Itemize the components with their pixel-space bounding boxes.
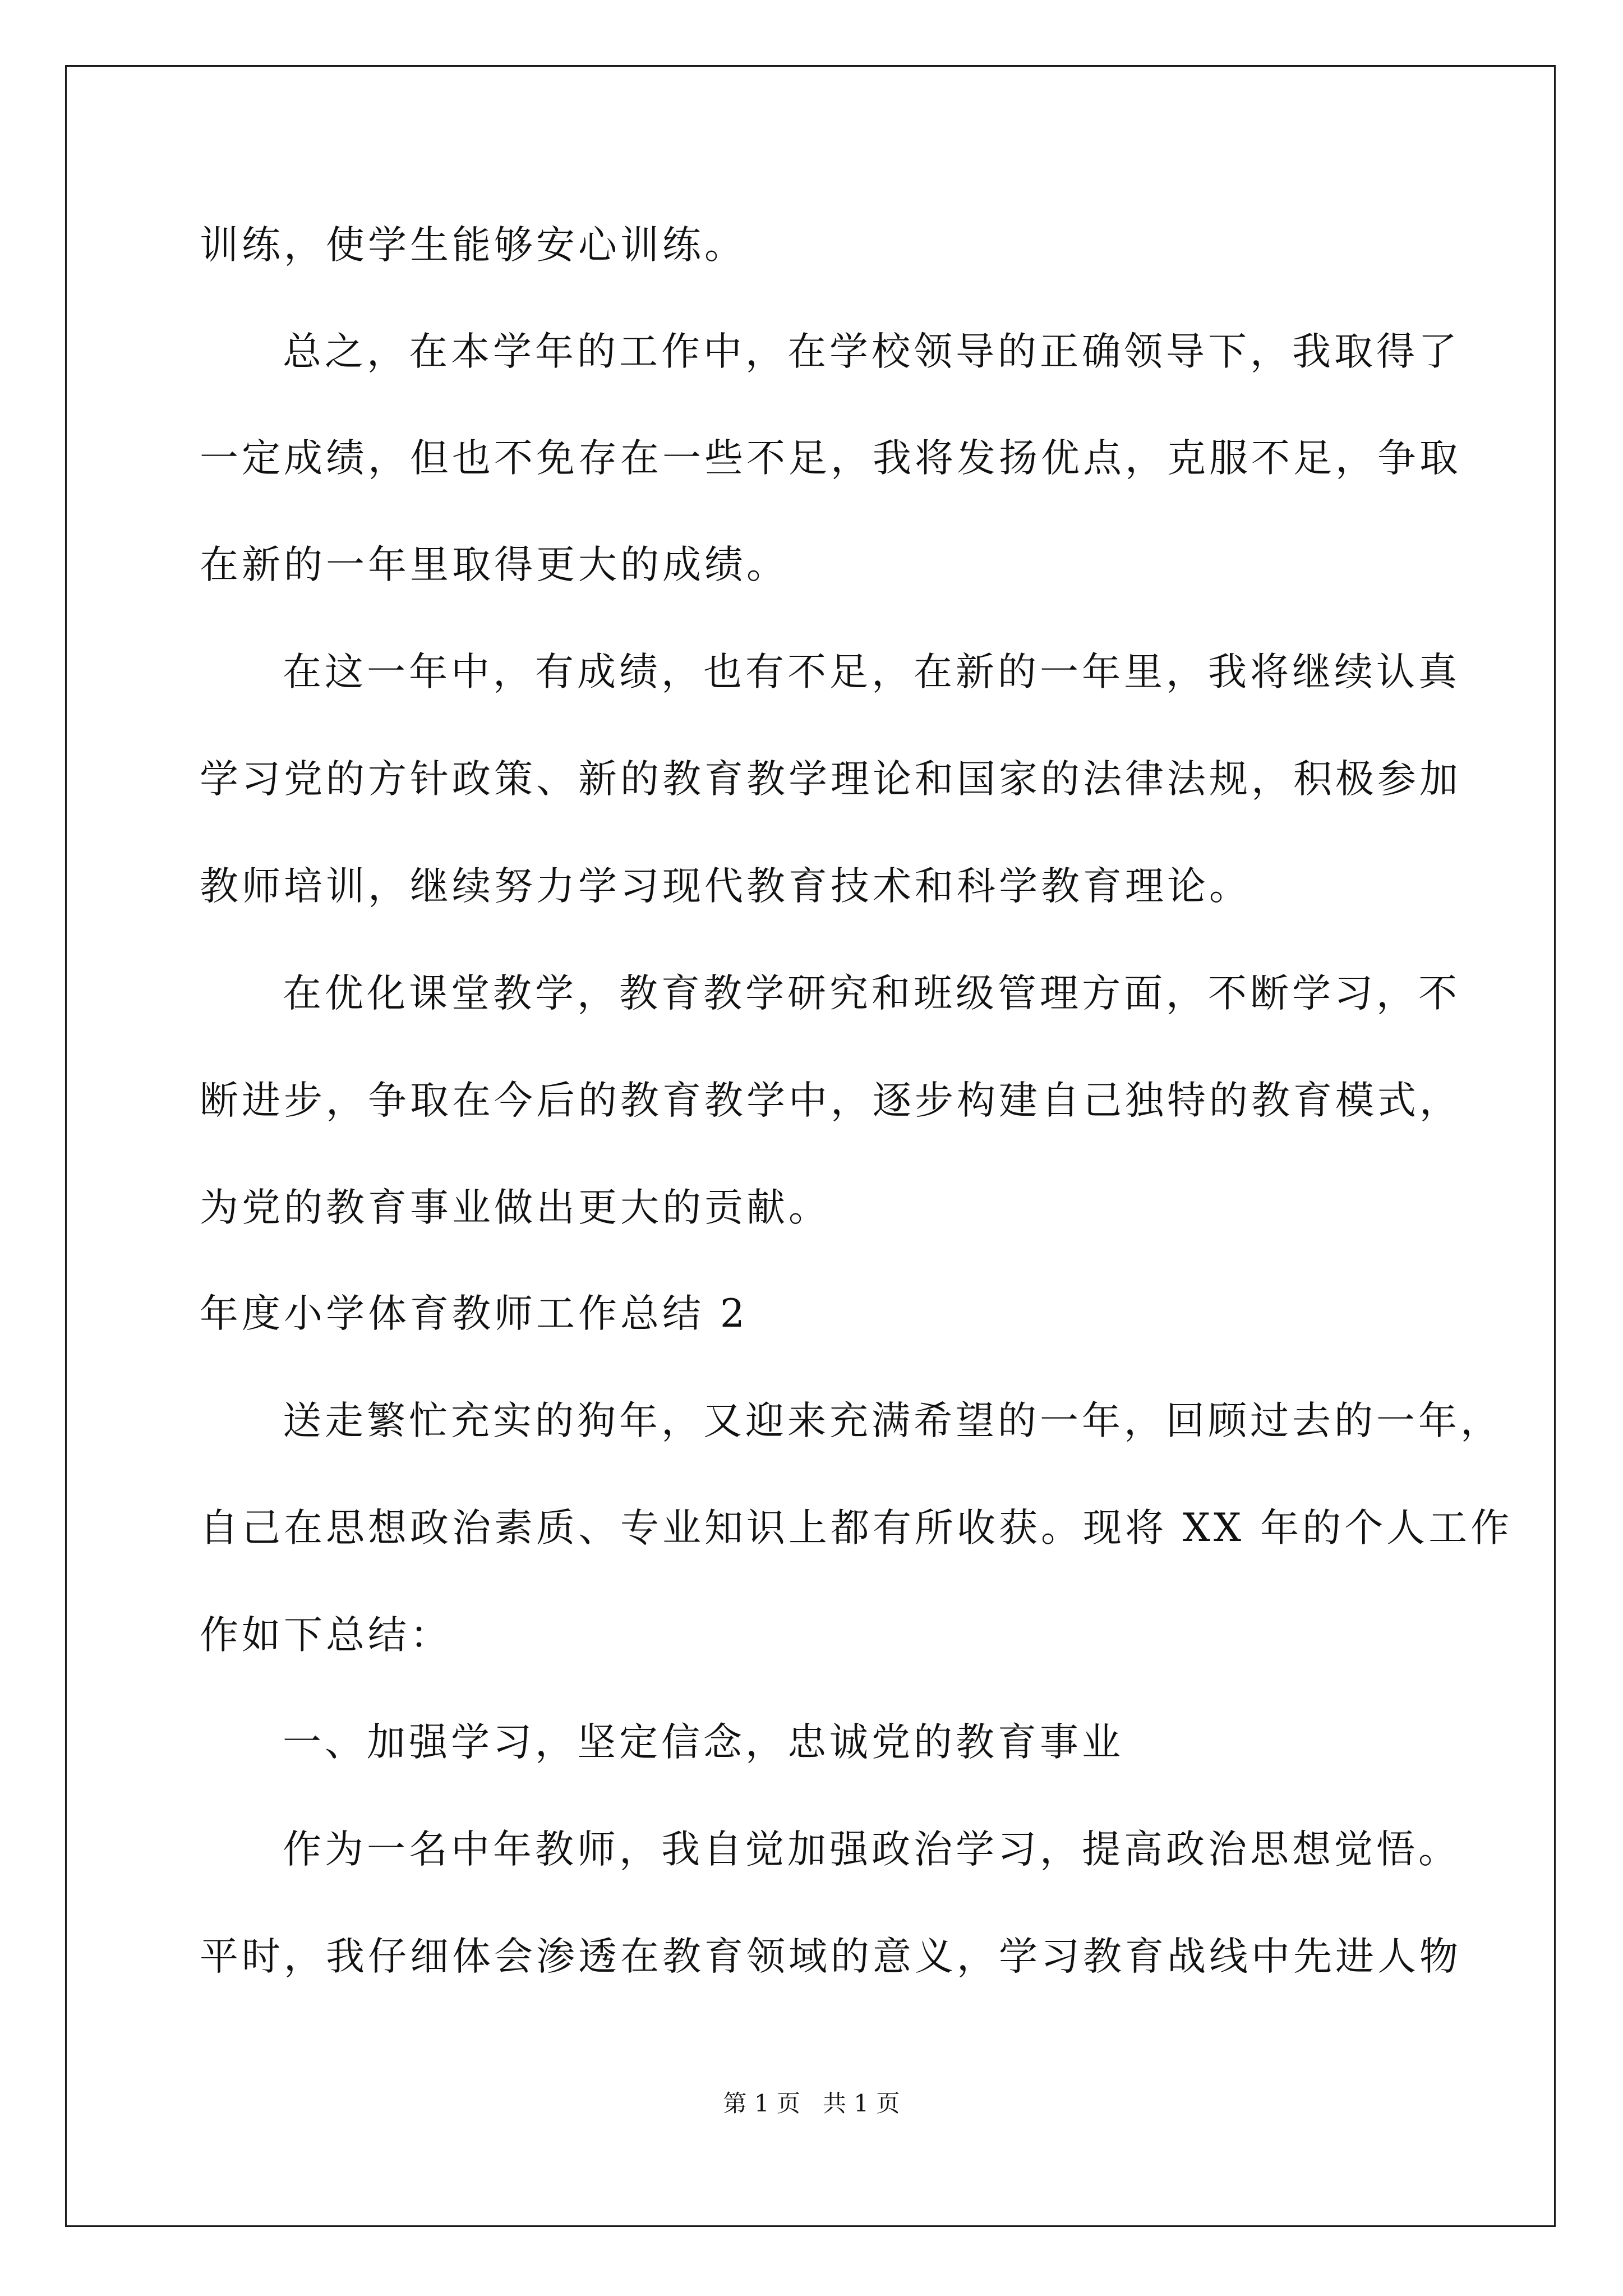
page-footer: 第 1 页 共 1 页 bbox=[723, 2090, 900, 2117]
text-line: 学习党的方针政策、新的教育教学理论和国家的法律法规，积极参加 bbox=[200, 757, 1461, 802]
text-line: 教师培训，继续努力学习现代教育技术和科学教育理论。 bbox=[200, 864, 1251, 909]
text-line: 总之，在本学年的工作中，在学校领导的正确领导下，我取得了 bbox=[283, 329, 1460, 374]
page-border bbox=[65, 65, 1556, 2227]
text-line: 送走繁忙充实的狗年，又迎来充满希望的一年，回顾过去的一年， bbox=[283, 1398, 1502, 1443]
subheading: 一、加强学习，坚定信念，忠诚党的教育事业 bbox=[283, 1720, 1124, 1765]
text-line: 断进步，争取在今后的教育教学中，逐步构建自己独特的教育模式， bbox=[200, 1078, 1461, 1123]
text-line: 自己在思想政治素质、专业知识上都有所收获。现将 XX 年的个人工作 bbox=[200, 1506, 1513, 1550]
section-heading: 年度小学体育教师工作总结 2 bbox=[200, 1291, 748, 1336]
text-line: 在这一年中，有成绩，也有不足，在新的一年里，我将继续认真 bbox=[283, 650, 1460, 694]
text-line: 训练，使学生能够安心训练。 bbox=[200, 223, 746, 268]
text-line: 平时，我仔细体会渗透在教育领域的意义，学习教育战线中先进人物 bbox=[200, 1934, 1461, 1979]
text-line: 为党的教育事业做出更大的贡献。 bbox=[200, 1185, 831, 1230]
text-line: 在优化课堂教学，教育教学研究和班级管理方面，不断学习，不 bbox=[283, 971, 1460, 1016]
text-line: 作为一名中年教师，我自觉加强政治学习，提高政治思想觉悟。 bbox=[283, 1827, 1460, 1872]
text-line: 在新的一年里取得更大的成绩。 bbox=[200, 542, 789, 587]
text-line: 作如下总结： bbox=[200, 1613, 452, 1658]
text-line: 一定成绩，但也不免存在一些不足，我将发扬优点，克服不足，争取 bbox=[200, 436, 1461, 481]
